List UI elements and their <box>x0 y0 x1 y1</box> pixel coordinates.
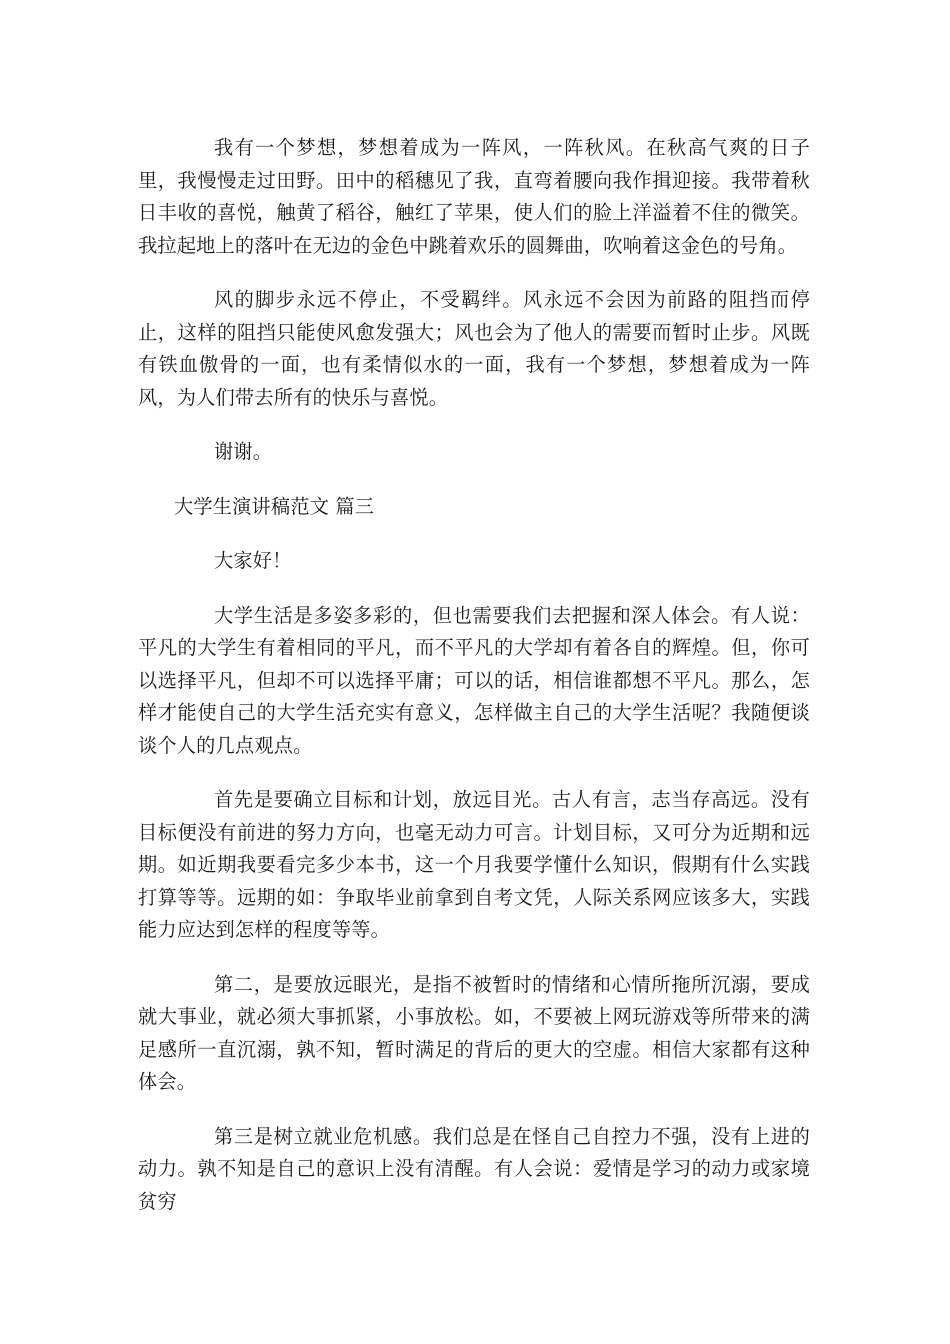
paragraph-autumn-wind: 我有一个梦想，梦想着成为一阵风，一阵秋风。在秋高气爽的日子里，我慢慢走过田野。田中的稻穗见了我，直弯着腰向我作揖迎接。我带着秋日丰收的喜悦，触黄了稻谷，触红了苹果，使人们的脸上洋溢着不住的微笑。我拉起地上的落叶在无边的金色中跳着欢乐的圆舞曲，吹响着这金色的号角。 <box>138 136 810 257</box>
paragraph-college-life: 大学生活是多姿多彩的，但也需要我们去把握和深人体会。有人说：平凡的大学生有着相同的平凡，而不平凡的大学却有着各自的辉煌。但，你可以选择平凡，但却不可以选择平庸；可以的话，相信谁都想不平凡。那么，怎样才能使自己的大学生活充实有意义，怎样做主自己的大学生活呢？我随便谈谈个人的几点观点。 <box>138 603 810 757</box>
section-heading: 大学生演讲稿范文 篇三 <box>174 494 375 518</box>
paragraph-wind-steps: 风的脚步永远不停止，不受羁绊。风永远不会因为前路的阻挡而停止，这样的阻挡只能使风愈发强大；风也会为了他人的需要而暂时止步。风既有铁血傲骨的一面，也有柔情似水的一面，我有一个梦想，梦想着成为一阵风，为人们带去所有的快乐与喜悦。 <box>138 288 810 409</box>
paragraph-thanks: 谢谢。 <box>214 440 273 463</box>
document-page <box>138 132 810 1218</box>
paragraph-greeting: 大家好！ <box>214 549 292 572</box>
paragraph-goals: 首先是要确立目标和计划，放远目光。古人有言，志当存高远。没有目标便没有前进的努力方向，也毫无动力可言。计划目标，又可分为近期和远期。如近期我要看完多少本书，这一个月我要学懂什么知识，假期有什么实践打算等等。远期的如：争取毕业前拿到自考文凭，人际关系网应该多大，实践能力应达到怎样的程度等等。 <box>138 788 810 941</box>
paragraph-third-point: 第三是树立就业危机感。我们总是在怪自己自控力不强，没有上进的动力。孰不知是自己的意识上没有清醒。有人会说：爱情是学习的动力或家境贫穷 <box>138 1124 810 1213</box>
paragraph-second-point: 第二，是要放远眼光，是指不被暂时的情绪和心情所拖所沉溺，要成就大事业，就必须大事抓紧，小事放松。如，不要被上网玩游戏等所带来的满足感所一直沉溺，孰不知，暂时满足的背后的更大的空虚。相信大家都有这种体会。 <box>138 972 810 1093</box>
